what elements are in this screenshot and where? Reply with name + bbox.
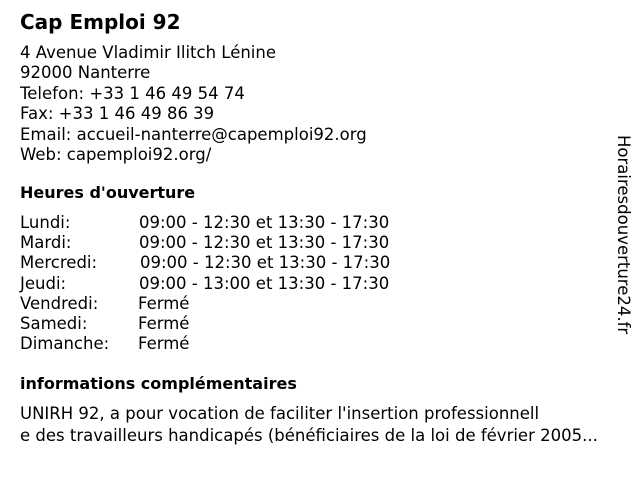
day-label: Lundi: <box>20 213 71 232</box>
web-line: Web: capemploi92.org/ <box>20 145 212 165</box>
hours-value: Fermé <box>138 313 190 333</box>
hours-row-mardi <box>20 233 440 253</box>
address-line-1: 4 Avenue Vladimir Ilitch Lénine <box>20 43 276 62</box>
hours-value: Fermé <box>138 293 190 313</box>
fax-line: Fax: +33 1 46 49 86 39 <box>20 104 215 124</box>
hours-value: Fermé <box>138 334 190 354</box>
day-label: Dimanche: <box>20 334 110 354</box>
site-watermark: Horairesdouverture24.fr <box>614 135 633 335</box>
hours-row-samedi <box>20 314 440 334</box>
day-label: Samedi: <box>20 313 88 333</box>
email-line: Email: accueil-nanterre@capemploi92.org <box>20 124 367 144</box>
hours-heading: Heures d'ouverture <box>20 183 196 202</box>
day-label: Jeudi: <box>20 273 67 293</box>
hours-row-lundi <box>20 213 440 233</box>
hours-row-vendredi <box>20 294 440 314</box>
opening-hours-table <box>20 213 440 354</box>
hours-row-mercredi <box>20 253 440 273</box>
hours-value: 09:00 - 12:30 et 13:30 - 17:30 <box>139 213 390 232</box>
page-title: Cap Emploi 92 <box>20 10 181 34</box>
hours-value: 09:00 - 13:00 et 13:30 - 17:30 <box>139 273 390 293</box>
hours-value: 09:00 - 12:30 et 13:30 - 17:30 <box>140 253 391 273</box>
description-line-2: e des travailleurs handicapés (bénéficiaires de la loi de février 2005... <box>20 425 598 445</box>
description-line-1: UNIRH 92, a pour vocation de faciliter l'insertion professionnell <box>20 404 540 423</box>
description <box>20 403 598 446</box>
day-label: Vendredi: <box>20 293 99 313</box>
info-heading: informations complémentaires <box>20 374 297 393</box>
hours-row-jeudi <box>20 274 440 294</box>
address-line-2: 92000 Nanterre <box>20 63 151 83</box>
day-label: Mercredi: <box>20 253 98 273</box>
phone-line: Telefon: +33 1 46 49 54 74 <box>20 83 245 103</box>
contact-block <box>20 43 367 165</box>
hours-row-dimanche <box>20 334 440 354</box>
day-label: Mardi: <box>20 233 72 253</box>
hours-value: 09:00 - 12:30 et 13:30 - 17:30 <box>139 233 390 253</box>
